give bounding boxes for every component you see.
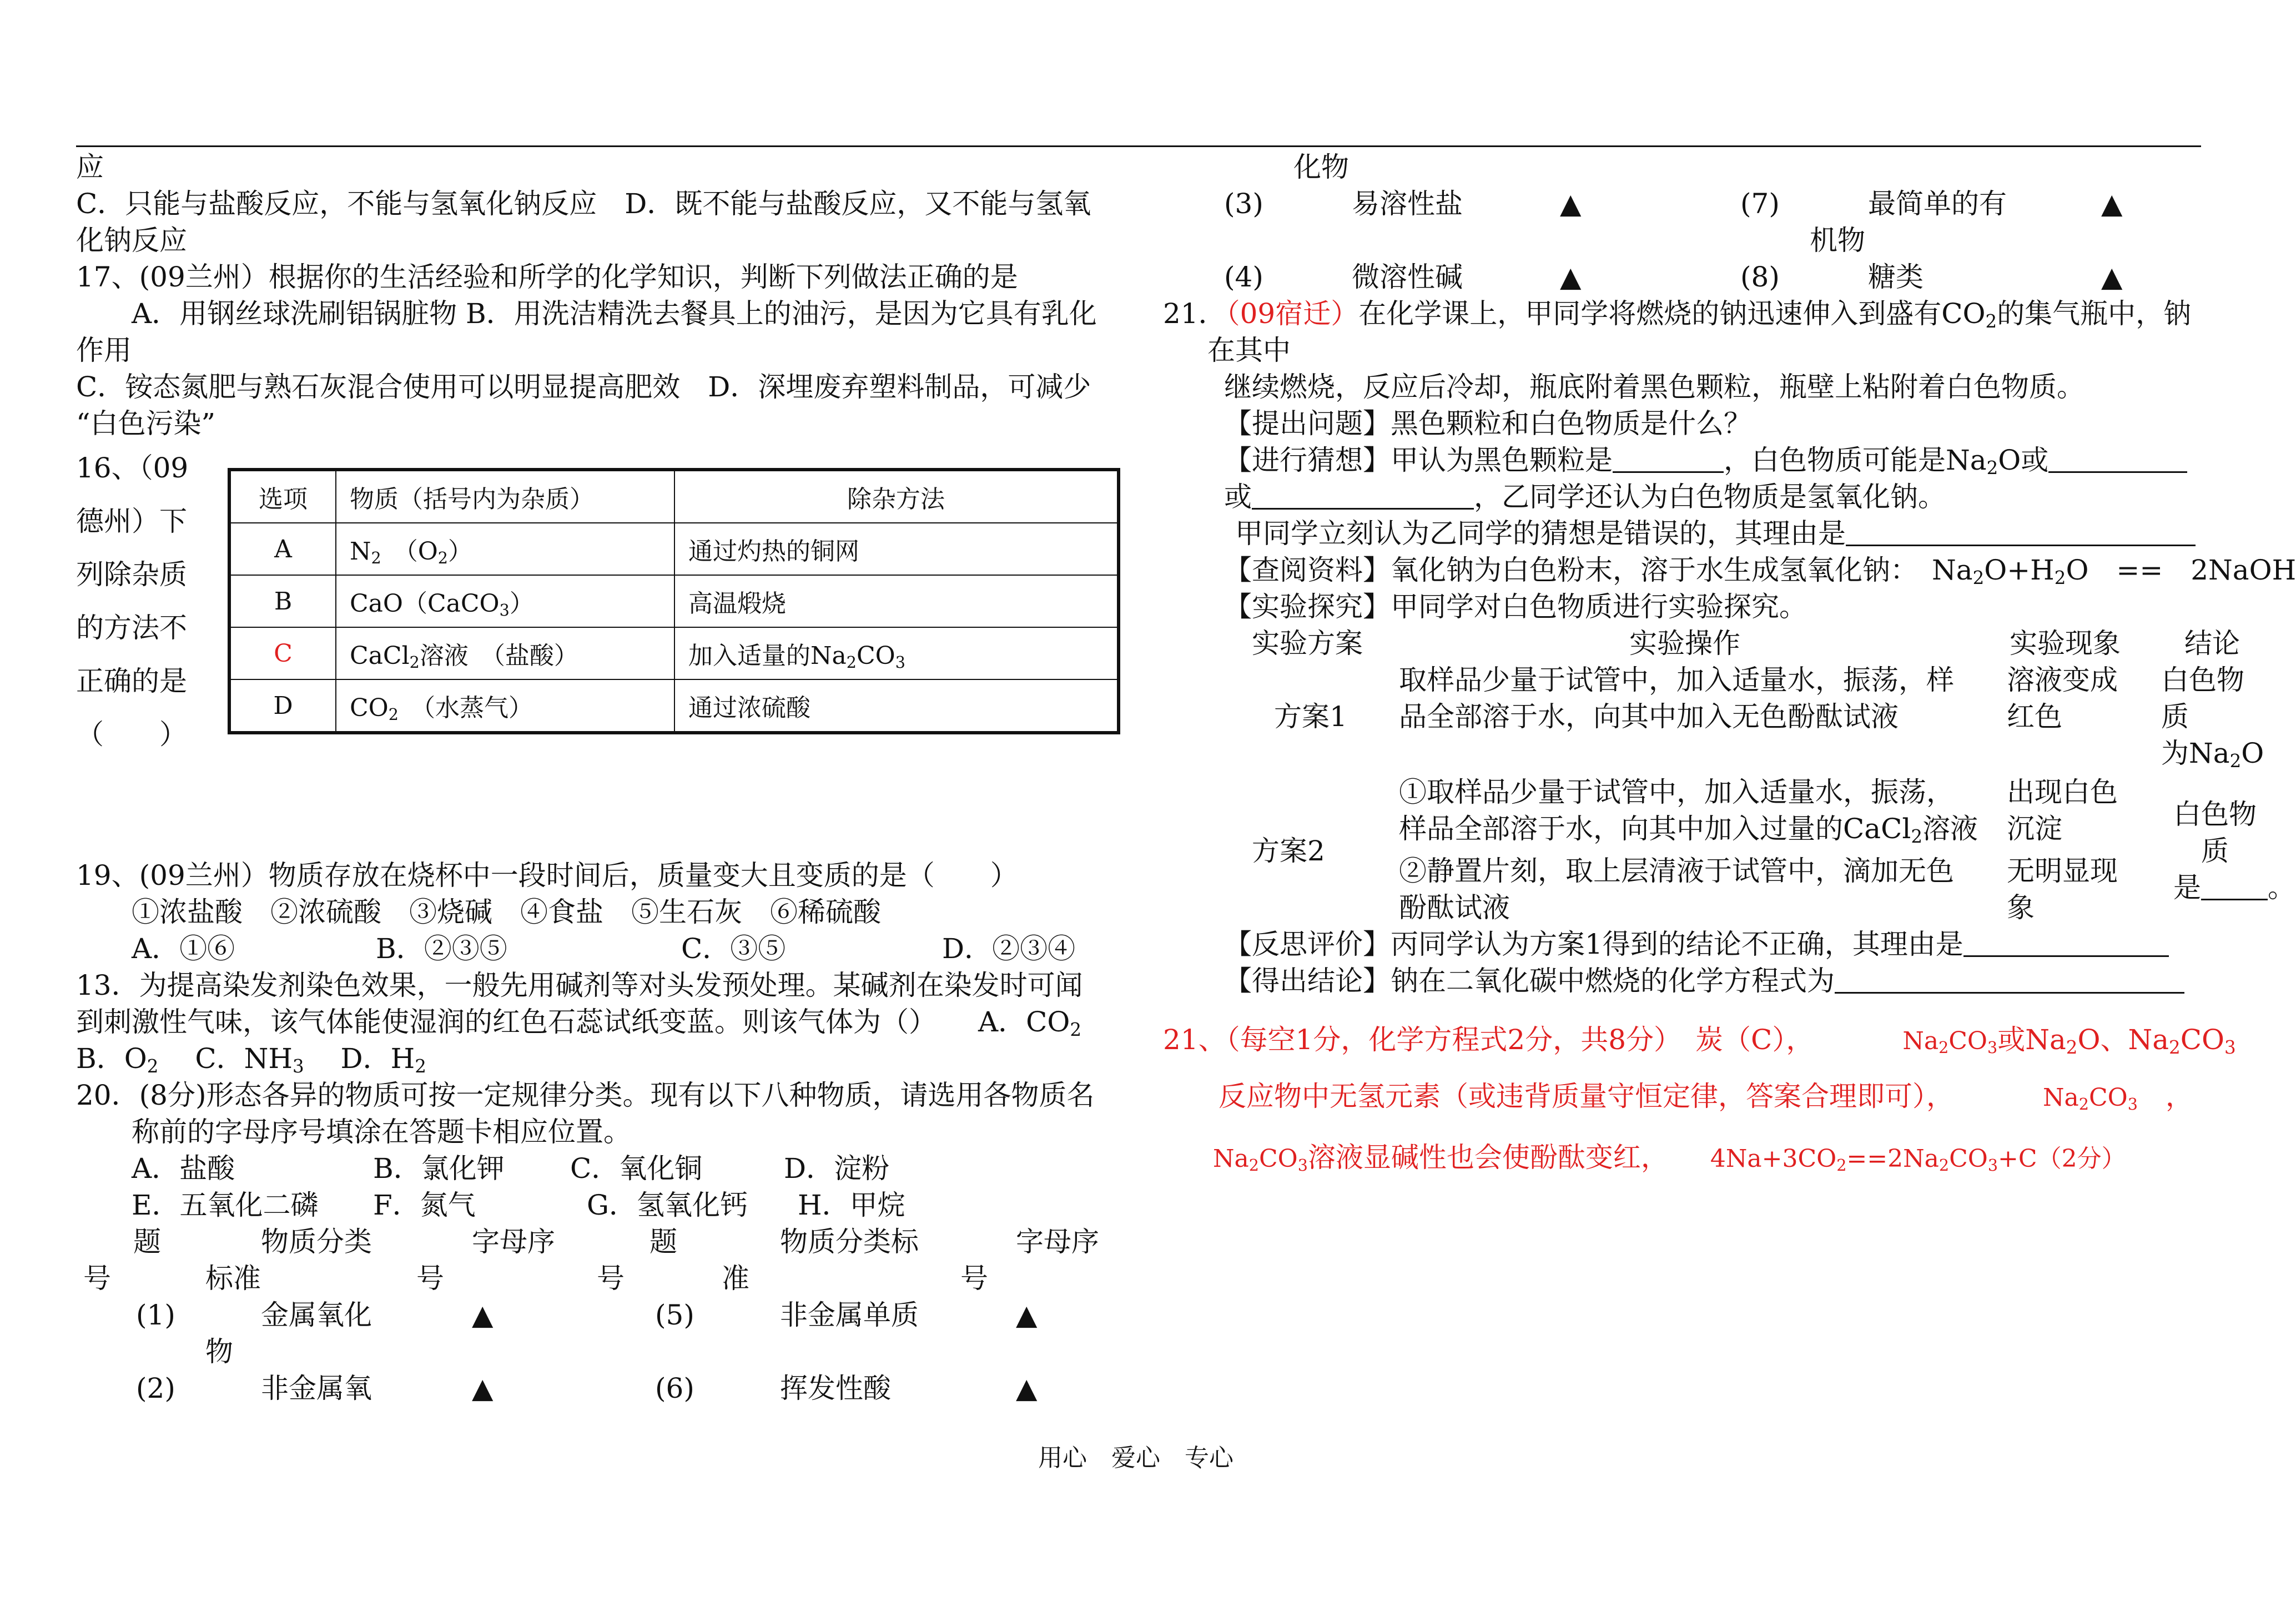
cls-header: 题 (649, 1226, 677, 1258)
question-20-option: B．氯化钾 (373, 1152, 505, 1185)
question-21-line3: 继续燃烧，反应后冷却，瓶底附着黑色颗粒，瓶壁上粘附着白色物质。 (1224, 371, 2084, 403)
cls-header: 物质分类 (261, 1226, 372, 1258)
option-cd-line2: 化钠反应 (76, 224, 187, 256)
hypothesis: 【进行猜想】甲认为黑色颗粒是 ，白色物质可能是$Na_2O$或 (1224, 442, 2187, 478)
plan-2-name: 方案2 (1252, 835, 1325, 867)
table-cell-option: B (229, 575, 336, 627)
plan-1-conclusion: 为$Na_2O$ (2161, 737, 2264, 772)
cls-row-standard: 最简单的有 (1868, 188, 2007, 220)
question-21: 21．（09宿迁）在化学课上，甲同学将燃烧的钠迅速伸入到盛有$CO_2$的集气瓶中，钠 (1163, 298, 2192, 333)
plan-2-operation: 酚酞试液 (1399, 891, 1510, 924)
question-16-line: 的方法不 (76, 612, 187, 644)
question-17-ab: A．用钢丝球洗刷铝锅脏物 B．用洗洁精洗去餐具上的油污，是因为它具有乳化 (132, 298, 1097, 330)
refutation: 甲同学立刻认为乙同学的猜想是错误的，其理由是 (1235, 515, 2196, 552)
plan-2-operation: ②静置片刻，取上层清液于试管中，滴加无色 (1399, 855, 1954, 887)
plan-2-operation: ①取样品少量于试管中，加入适量水，振荡， (1399, 776, 1954, 808)
table-cell-method: 通过灼热的铜网 (674, 523, 1119, 575)
cls-row-standard: 非金属氧 (261, 1372, 372, 1404)
table-cell-option: A (229, 523, 336, 575)
answer-line-2: 反应物中无氢元素（或违背质量守恒定律，答案合理即可）， $Na_2CO_3$ ， (1219, 1080, 2193, 1114)
cls-row-standard: 机物 (1810, 224, 1865, 256)
blank-black-particle[interactable] (1613, 444, 1724, 473)
cls-row-number: (2) (136, 1372, 175, 1404)
cls-row-number: (4) (1224, 261, 1263, 293)
cls-header: 字母序 (1016, 1226, 1099, 1258)
plan-2-phenomenon: 出现白色 (2007, 776, 2118, 808)
plan-2-phenomenon: 沉淀 (2007, 813, 2062, 845)
question-16-line: （ ） (76, 718, 187, 750)
cls-row-number: (7) (1740, 188, 1780, 220)
exp-header: 实验现象 (2010, 627, 2121, 659)
cls-header: 字母序 (472, 1226, 555, 1258)
answer-marker-triangle: ▲ (472, 1372, 494, 1404)
exp-header: 实验方案 (1252, 627, 1363, 659)
table-cell-option: D (229, 679, 336, 733)
table-header-row (229, 470, 1119, 523)
blank-white-substance-2[interactable] (1252, 480, 1474, 510)
table-cell-method: 通过浓硫酸 (674, 679, 1119, 733)
table-header: 选项 (229, 470, 336, 523)
answer-marker-triangle: ▲ (1560, 261, 1582, 293)
question-21-source: （09宿迁） (1226, 298, 1359, 330)
question-17-cd2: “白色污染” (76, 407, 216, 440)
table-cell-method: 高温煅烧 (674, 575, 1119, 627)
question-19-items: ①浓盐酸 ②浓硫酸 ③烧碱 ④食盐 ⑤生石灰 ⑥稀硫酸 (132, 896, 881, 928)
question-16-line: 德州）下 (76, 505, 187, 537)
question-21-line2: 在其中 (1207, 334, 1291, 366)
reflection: 【反思评价】丙同学认为方案1得到的结论不正确，其理由是 (1224, 926, 2169, 963)
explore: 【实验探究】甲同学对白色物质进行实验探究。 (1224, 591, 1807, 623)
blank-refute-reason[interactable] (1846, 517, 2196, 546)
cls-row-number: (5) (655, 1299, 694, 1331)
plan-2-operation: 样品全部溶于水，向其中加入过量的CaCl$_2$溶液 (1399, 813, 1978, 848)
cls-header: 号 (416, 1262, 444, 1294)
question-13-line3: B．$O_2$ C．$NH_3$ D．$H_2$ (76, 1042, 426, 1077)
cls-header: 物质分类标 (780, 1226, 919, 1258)
cls-header: 号 (83, 1262, 111, 1294)
answer-marker-triangle: ▲ (472, 1299, 494, 1331)
hypothesis-line2: 或 ，乙同学还认为白色物质是氢氧化钠。 (1224, 481, 1946, 513)
plan-2-conclusion: 白色物 (2173, 798, 2257, 830)
table-cell-method: 加入适量的$Na_2CO_3$ (674, 627, 1119, 679)
impurity-table (228, 468, 1120, 734)
cls-row-number: (6) (655, 1372, 694, 1404)
question-19: 19、(09兰州）物质存放在烧杯中一段时间后，质量变大且变质的是（ ） (76, 859, 1018, 891)
question-20-option: E．五氧化二磷 (132, 1189, 319, 1221)
ask-question: 【提出问题】黑色颗粒和白色物质是什么？ (1224, 407, 1751, 440)
blank-reflect-reason[interactable] (1963, 928, 2169, 957)
question-13-line2: 到刺激性气味，该气体能使湿润的红色石蕊试纸变蓝。则该气体为（） A．$CO_2$ (76, 1006, 1082, 1041)
table-cell-substance: $CO_2$ （水蒸气） (336, 679, 674, 733)
text-fragment: 应 (76, 151, 104, 183)
plan-1-conclusion: 白色物 (2161, 664, 2244, 696)
answer-line-1: 21、（每空1分，化学方程式2分，共8分） 炭（C）， $Na_2CO_3$或$Na_2O$、$Na_2CO_3$ (1163, 1024, 2236, 1059)
exp-header: 结论 (2184, 627, 2240, 659)
question-20-option: H．甲烷 (798, 1189, 905, 1221)
question-19-option: B．②③⑤ (376, 933, 507, 965)
table-cell-option-answer: C (229, 627, 336, 679)
question-20-option: D．淀粉 (784, 1152, 890, 1185)
table-cell-substance: CaCl$_2$溶液 （盐酸） (336, 627, 674, 679)
answer-marker-triangle: ▲ (2101, 261, 2123, 293)
cls-header: 号 (597, 1262, 625, 1294)
cls-row-number: (3) (1224, 188, 1263, 220)
question-16-line: 列除杂质 (76, 558, 187, 591)
cls-header: 准 (722, 1262, 749, 1294)
cls-row-number: (8) (1740, 261, 1780, 293)
plan-1-phenomenon: 红色 (2007, 701, 2062, 733)
question-17-ab2: 作用 (76, 334, 132, 366)
cls-header: 题 (133, 1226, 161, 1258)
header-rule (76, 145, 2201, 147)
question-19-option: C．③⑤ (681, 933, 786, 965)
option-cd-line: C．只能与盐酸反应，不能与氢氧化钠反应 D．既不能与盐酸反应，又不能与氢氧 (76, 188, 1091, 220)
question-20-line2: 称前的字母序号填涂在答题卡相应位置。 (132, 1116, 631, 1148)
plan-2-conclusion: 质 (2201, 835, 2229, 867)
question-16-line: 正确的是 (76, 665, 187, 697)
cls-row-standard: 金属氧化 (261, 1299, 372, 1331)
plan-2-phenomenon: 象 (2007, 891, 2035, 924)
answer-marker-triangle: ▲ (1016, 1299, 1038, 1331)
table-header: 除杂方法 (674, 470, 1119, 523)
table-row (229, 679, 1119, 733)
plan-1-operation: 品全部溶于水，向其中加入无色酚酞试液 (1399, 701, 1899, 733)
cls-row-standard: 挥发性酸 (780, 1372, 891, 1404)
blank-equation[interactable] (1835, 964, 2184, 994)
cls-row-standard: 物 (205, 1336, 233, 1368)
table-cell-substance: CaO（CaCO$_3$） (336, 575, 674, 627)
question-20-option: F．氮气 (373, 1189, 476, 1221)
question-16-line: 16、（09 (76, 452, 189, 484)
plan-2-phenomenon: 无明显现 (2007, 855, 2118, 887)
question-19-option: A．①⑥ (132, 933, 235, 965)
question-17: 17、(09兰州）根据你的生活经验和所学的化学知识，判断下列做法正确的是 (76, 261, 1018, 293)
plan-1-name: 方案1 (1274, 701, 1347, 733)
answer-marker-triangle: ▲ (1560, 188, 1582, 220)
cls-row-standard: 微溶性碱 (1352, 261, 1463, 293)
answer-marker-triangle: ▲ (2101, 188, 2123, 220)
page-footer: 用心 爱心 专心 (1038, 1444, 1233, 1472)
table-header: 物质（括号内为杂质） (336, 470, 674, 523)
plan-1-operation: 取样品少量于试管中，加入适量水，振荡，样 (1399, 664, 1954, 696)
cls-row-standard: 非金属单质 (780, 1299, 919, 1331)
text-fragment: 化物 (1293, 151, 1349, 183)
question-20: 20．(8分)形态各异的物质可按一定规律分类。现有以下八种物质，请选用各物质名 (76, 1079, 1095, 1111)
table-cell-substance: $N_2$ $(O_2)$ (336, 523, 674, 575)
plan-1-phenomenon: 溶液变成 (2007, 664, 2118, 696)
question-13: 13．为提高染发剂染色效果，一般先用碱剂等对头发预处理。某碱剂在染发时可闻 (76, 969, 1083, 1001)
exp-header: 实验操作 (1629, 627, 1740, 659)
blank-white-substance[interactable] (2048, 444, 2187, 473)
plan-2-conclusion: 是 。 (2173, 871, 2295, 904)
table-row (229, 523, 1119, 575)
conclusion: 【得出结论】钠在二氧化碳中燃烧的化学方程式为 (1224, 963, 2184, 999)
reference-info: 【查阅资料】氧化钠为白色粉末，溶于水生成氢氧化钠： $Na_2O+H_2O$ == 2NaOH (1224, 554, 2296, 589)
question-17-cd: C．铵态氮肥与熟石灰混合使用可以明显提高肥效 D．深埋废弃塑料制品，可减少 (76, 371, 1091, 403)
answer-line-3: $Na_2CO_3$溶液显碱性也会使酚酞变红， $4Na+3CO_2==2Na_2CO_3+C(2$分） (1213, 1141, 2126, 1175)
question-20-option: C．氧化铜 (570, 1152, 703, 1185)
blank-plan2-conclusion[interactable] (2201, 871, 2268, 900)
cls-header: 号 (960, 1262, 988, 1294)
answer-marker-triangle: ▲ (1016, 1372, 1038, 1404)
cls-row-number: (1) (136, 1299, 175, 1331)
question-19-option: D．②③④ (942, 933, 1076, 965)
question-20-option: G．氢氧化钙 (587, 1189, 748, 1221)
table-row (229, 575, 1119, 627)
table-row (229, 627, 1119, 679)
plan-1-conclusion: 质 (2161, 701, 2189, 733)
cls-row-standard: 糖类 (1868, 261, 1924, 293)
cls-header: 标准 (205, 1262, 261, 1294)
cls-row-standard: 易溶性盐 (1352, 188, 1463, 220)
question-20-option: A．盐酸 (132, 1152, 235, 1185)
